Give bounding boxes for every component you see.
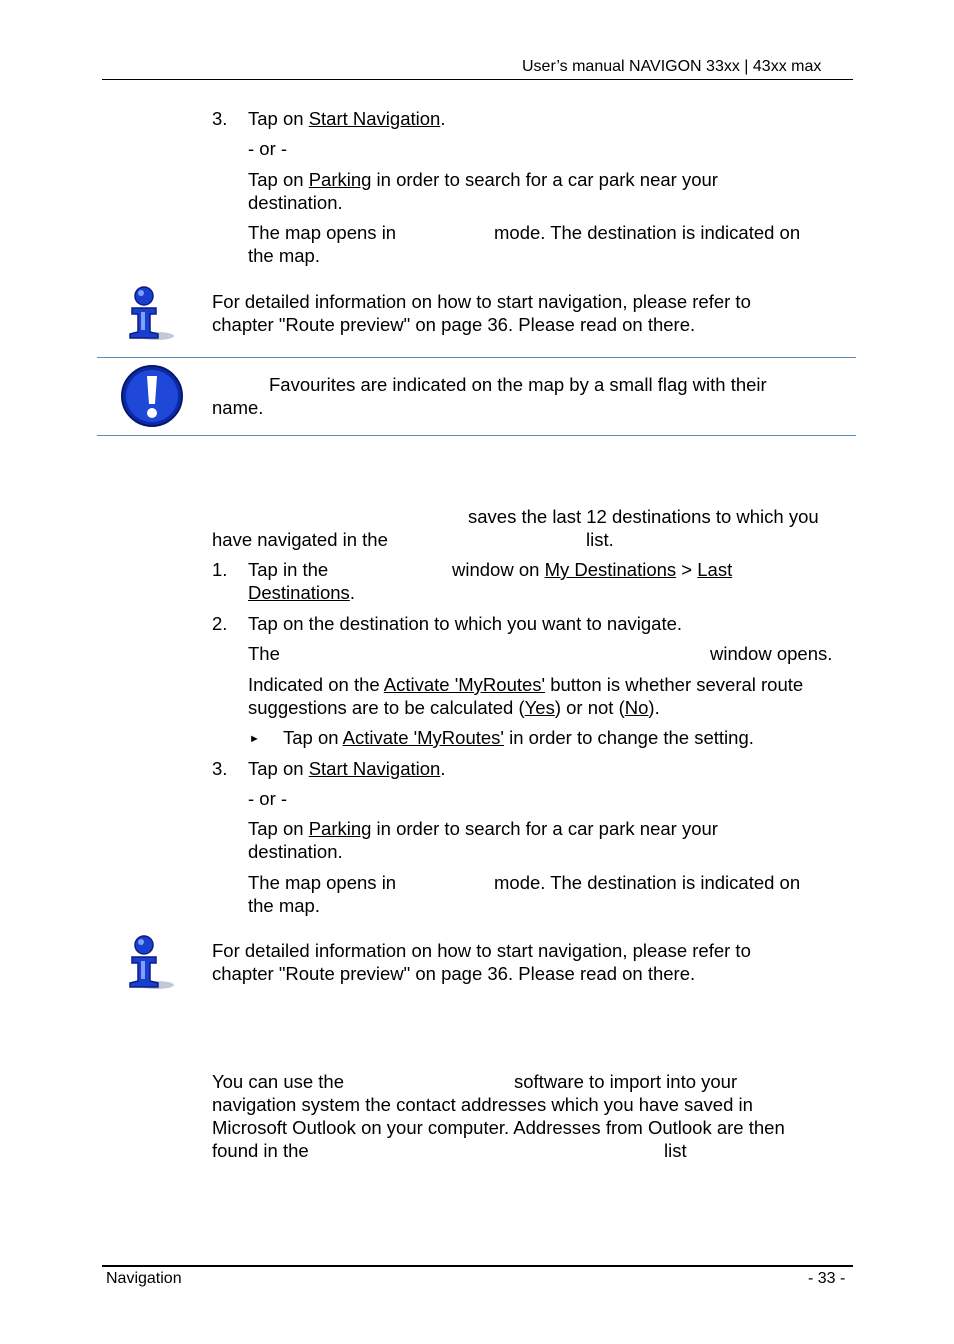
parking-prefix: Tap on — [248, 818, 309, 839]
step1-text — [452, 558, 732, 581]
step1-separator: > — [676, 559, 698, 580]
step-text-prefix: Tap on — [248, 758, 309, 779]
step1-line2-suffix: . — [349, 582, 355, 603]
map-opens-line2: the map. — [248, 895, 320, 916]
import-line3: Microsoft Outlook on your computer. Addresses from Outlook are then — [212, 1117, 785, 1138]
activate-myroutes-link[interactable]: Activate 'MyRoutes' — [342, 727, 504, 748]
note-text-line1: Favourites are indicated on the map by a small flag with their — [269, 374, 767, 395]
start-navigation-link[interactable]: Start Navigation — [308, 108, 441, 129]
step-number: 3. — [212, 108, 228, 129]
activate-myroutes-link[interactable]: Activate 'MyRoutes' — [383, 674, 546, 695]
parking-prefix: Tap on — [248, 169, 309, 190]
parking-text — [248, 168, 718, 191]
exclamation-icon — [120, 364, 184, 428]
info-text-line1: For detailed information on how to start navigation, please refer to — [212, 940, 751, 961]
last-destinations-link[interactable]: Last — [697, 559, 733, 580]
step-text — [248, 757, 445, 780]
note-top-rule — [97, 357, 856, 358]
myroutes-l2-mid: ) or not ( — [554, 697, 625, 718]
info-person-icon — [122, 284, 178, 344]
last-intro-line2b: list. — [586, 529, 614, 550]
page-number: - 33 - — [808, 1270, 846, 1287]
footer-rule — [102, 1265, 853, 1267]
parking-suffix: in order to search for a car park near your — [371, 818, 718, 839]
start-navigation-link[interactable]: Start Navigation — [308, 758, 441, 779]
map-opens-line2: the map. — [248, 245, 320, 266]
no-link[interactable]: No — [624, 697, 649, 718]
import-line1a: You can use the — [212, 1071, 345, 1092]
step-text — [248, 107, 445, 130]
myroutes-text-line2 — [248, 696, 660, 719]
step-text-suffix: . — [440, 108, 446, 129]
myroutes-l2-end: ). — [648, 697, 660, 718]
window-opens-pre: The — [248, 643, 280, 664]
bullet-suffix: in order to change the setting. — [503, 727, 754, 748]
my-destinations-link[interactable]: My Destinations — [544, 559, 677, 580]
info-text-line1: For detailed information on how to start navigation, please refer to — [212, 291, 751, 312]
step-number: 2. — [212, 613, 228, 634]
step2-text: Tap on the destination to which you want to navigate. — [248, 613, 683, 634]
myroutes-text — [248, 673, 803, 696]
step1-text-pre: Tap in the — [248, 559, 329, 580]
note-text-line2: name. — [212, 397, 264, 418]
parking-text — [248, 817, 718, 840]
bullet-prefix: Tap on — [283, 727, 343, 748]
parking-suffix: in order to search for a car park near your — [371, 169, 718, 190]
parking-text-line2: destination. — [248, 192, 343, 213]
yes-link[interactable]: Yes — [524, 697, 555, 718]
myroutes-prefix: Indicated on the — [248, 674, 384, 695]
footer-section: Navigation — [106, 1270, 182, 1287]
or-separator: - or - — [248, 138, 288, 159]
myroutes-l2-prefix: suggestions are to be calculated ( — [248, 697, 525, 718]
import-line1b: software to import into your — [514, 1071, 738, 1092]
step1-line2 — [248, 581, 355, 604]
map-opens-text: The map opens in — [248, 872, 397, 893]
info-person-icon — [122, 933, 178, 993]
step1-mid: window on — [452, 559, 545, 580]
last-intro-line1: saves the last 12 destinations to which you — [468, 506, 819, 527]
parking-link[interactable]: Parking — [308, 169, 372, 190]
import-line2: navigation system the contact addresses which you have saved in — [212, 1094, 753, 1115]
header-title: User’s manual NAVIGON 33xx | 43xx max — [522, 58, 822, 75]
last-intro-line2a: have navigated in the — [212, 529, 388, 550]
step-text-suffix: . — [440, 758, 446, 779]
map-opens-text-2: mode. The destination is indicated on — [494, 872, 801, 893]
import-line4a: found in the — [212, 1140, 309, 1161]
myroutes-suffix: button is whether several route — [545, 674, 804, 695]
step-number: 1. — [212, 559, 228, 580]
import-line4b: list — [664, 1140, 687, 1161]
bullet-text — [283, 726, 754, 749]
parking-text-line2: destination. — [248, 841, 343, 862]
step-text-prefix: Tap on — [248, 108, 309, 129]
or-separator: - or - — [248, 788, 288, 809]
note-bottom-rule — [97, 435, 856, 436]
info-text-line2: chapter "Route preview" on page 36. Please read on there. — [212, 963, 696, 984]
info-text-line2: chapter "Route preview" on page 36. Please read on there. — [212, 314, 696, 335]
map-opens-text: The map opens in — [248, 222, 397, 243]
last-destinations-link-cont[interactable]: Destinations — [248, 582, 350, 603]
header-rule — [102, 79, 853, 80]
step-number: 3. — [212, 758, 228, 779]
parking-link[interactable]: Parking — [308, 818, 372, 839]
map-opens-text-2: mode. The destination is indicated on — [494, 222, 801, 243]
window-opens-post: window opens. — [710, 643, 833, 664]
bullet-arrow-icon: ► — [249, 733, 260, 745]
